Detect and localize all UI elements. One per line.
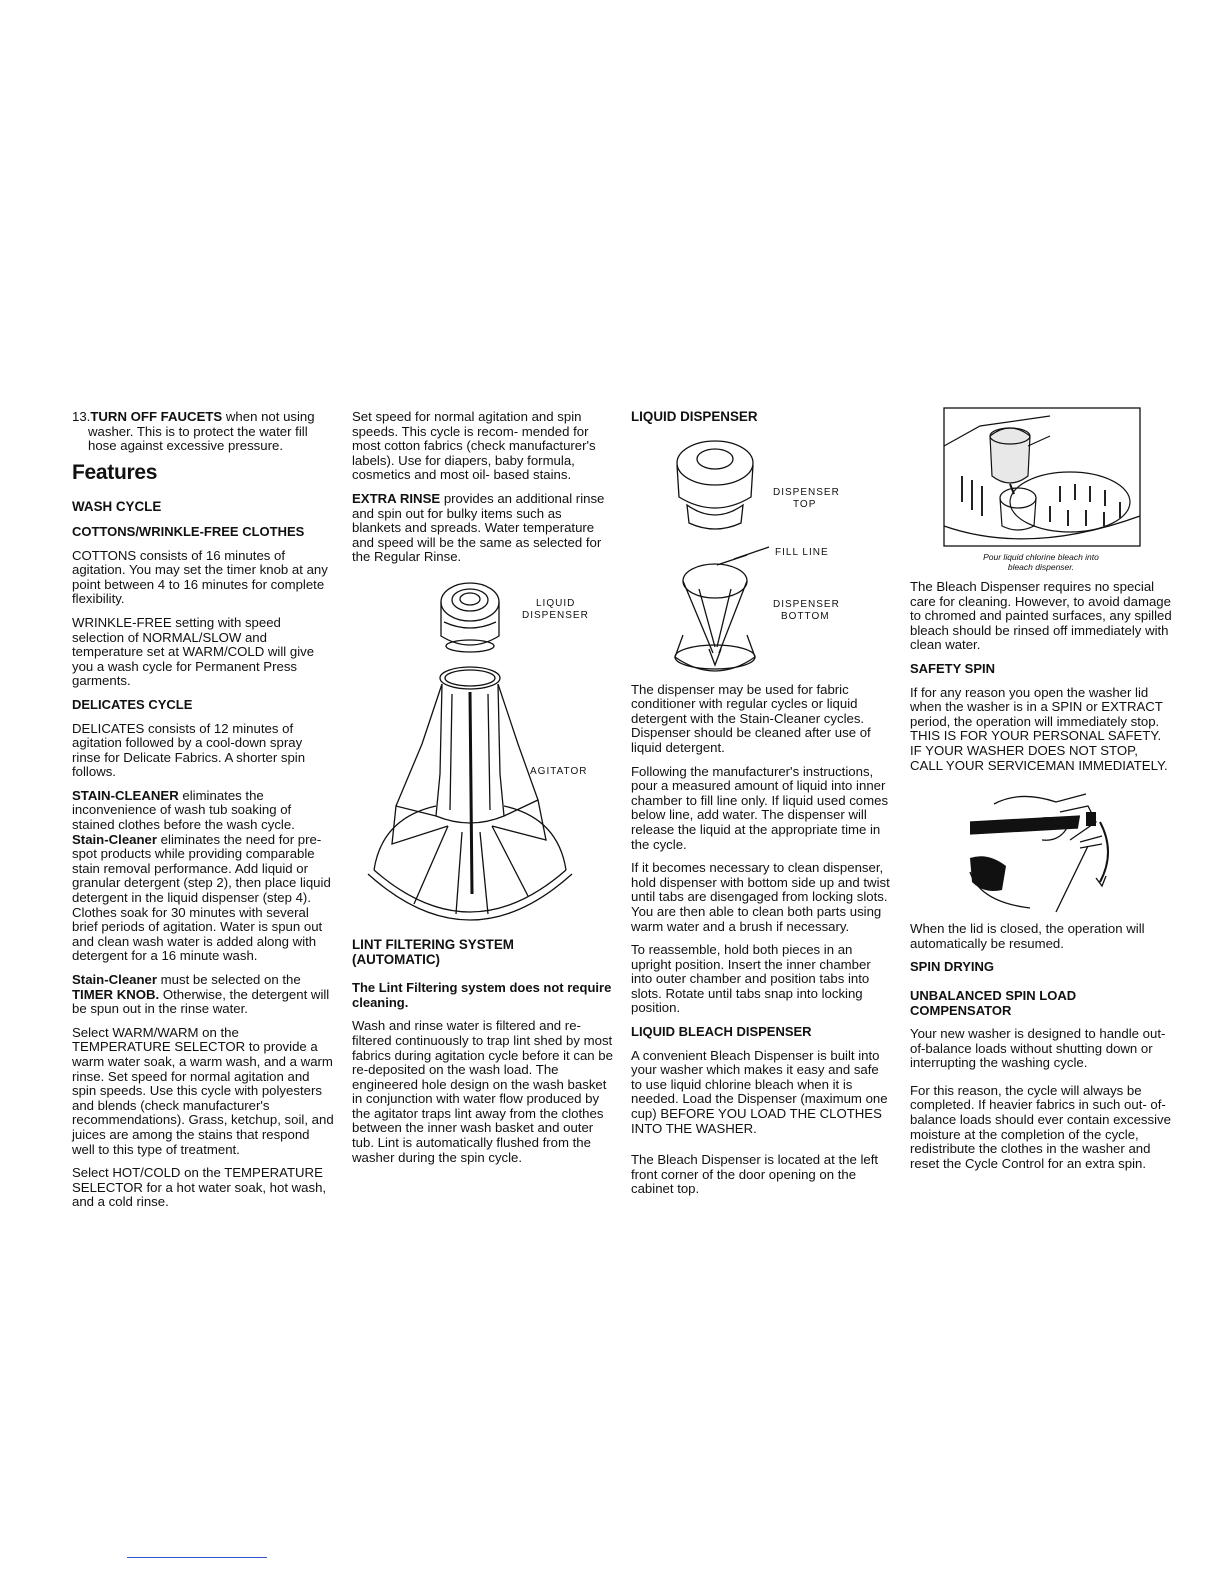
stain-cleaner-timer-paragraph <box>72 973 334 1017</box>
liquid-label: LIQUID <box>536 597 576 609</box>
bleach-paragraph-1: A convenient Bleach Dispenser is built into your washer which makes it easy and safe to use liquid chlorine bleach when it is needed. Load the Dispenser (maximum one cup) BEFORE YOU LOAD THE CLOTHES INTO THE WASHER. <box>631 1047 888 1136</box>
stain-cleaner-term-2: Stain-Cleaner <box>72 831 158 847</box>
liquid-dispenser-heading: LIQUID DISPENSER <box>631 409 758 424</box>
wash-cycle-heading: WASH CYCLE <box>72 499 162 515</box>
agitator-label: AGITATOR <box>530 765 588 777</box>
unbalanced-heading: UNBALANCED SPIN LOAD COMPENSATOR <box>910 987 1077 1018</box>
dispenser-top-label-2: TOP <box>793 498 817 510</box>
step-13-title: TURN OFF FAUCETS <box>90 409 223 424</box>
safety-spin-heading: SAFETY SPIN <box>910 660 996 676</box>
delicates-paragraph: DELICATES consists of 12 minutes of agitation followed by a cool-down spray rinse for Delicate Fabrics. A shorter spin follows. <box>72 720 306 780</box>
lint-heading-line-2: (AUTOMATIC) <box>352 951 441 967</box>
stain-cleaner-term: STAIN-CLEANER <box>72 787 179 803</box>
fill-line-label: FILL LINE <box>775 546 829 558</box>
unbalanced-paragraph-2: For this reason, the cycle will always be completed. If heavier fabrics in such out- of-balance loads should ever contain excessive moisture at the completion of the cycle, redistribute the clothes in the washer and reset the Cycle Control for an extra spin. <box>910 1082 1171 1171</box>
column-4 <box>910 406 1172 1180</box>
extra-rinse-text: provides an additional rinse and spin out for bulky items such as blankets and spreads. Water temperature and speed will be the same as selected for the Regular Rinse. <box>352 490 605 565</box>
dispenser-bottom-label-1: DISPENSER <box>773 598 840 610</box>
spin-drying-heading: SPIN DRYING <box>910 959 995 975</box>
lint-paragraph: Wash and rinse water is filtered and re- filtered continuously to trap lint shed by most fabrics during agitation cycle before it can be re-deposited on the wash load. The engineered hole design on the wash basket in conjunction with water flow produced by the agitator traps lint away from the clothes between the inner wash basket and outer tub. Lint is automatically flushed from the washer during the spin cycle. <box>352 1018 613 1165</box>
cottons-paragraph-2: WRINKLE-FREE setting with speed selection of NORMAL/SLOW and temperature set at WARM/COLD will give you a wash cycle for Permanent Press garments. <box>72 614 315 689</box>
liquid-dispenser-illustration <box>631 435 891 683</box>
bleach-pour-illustration <box>910 406 1172 552</box>
delicates-heading: DELICATES CYCLE <box>72 696 193 712</box>
step-13 <box>72 410 334 454</box>
stain-cleaner-paragraph <box>72 789 334 964</box>
dispenser-paragraph-4: To reassemble, hold both pieces in an upright position. Insert the inner chamber into outer chamber and position tabs into slots. Rotate until tabs snap into locking position. <box>631 942 871 1016</box>
stain-timer-text-2: Otherwise, the detergent will be spun out in the rinse water. <box>72 986 330 1017</box>
speed-paragraph: Set speed for normal agitation and spin speeds. This cycle is recom- mended for most cotton fabrics (check manufacturer's labels). Use for diapers, baby formula, cosmetics and most oil- based stains. <box>352 409 596 483</box>
safety-spin-paragraph: If for any reason you open the washer lid when the washer is in a SPIN or EXTRACT period, the operation will immediately stop. THIS IS FOR YOUR PERSONAL SAFETY. IF YOUR WASHER DOES NOT STOP, CALL YOUR SERVICEMAN IMMEDIATELY. <box>910 684 1168 773</box>
bottom-rule <box>127 1557 267 1558</box>
dispenser-bottom-label-2: BOTTOM <box>781 610 830 622</box>
bleach-caption <box>910 552 1172 572</box>
dispenser-paragraph-1: The dispenser may be used for fabric conditioner with regular cycles or liquid detergent with the Stain-Cleaner cycles. Dispenser should be cleaned after use of liquid detergent. <box>631 681 871 755</box>
column-1 <box>72 410 334 1219</box>
features-heading: Features <box>72 460 158 484</box>
dispenser-paragraph-3: If it becomes necessary to clean dispenser, hold dispenser with bottom side up and twist until tabs are disengaged from locking slots. You are then able to clean both parts using warm water and a brush if necessary. <box>631 860 890 934</box>
bleach-paragraph-2: The Bleach Dispenser is located at the left front corner of the door opening on the cabinet top. <box>631 1152 879 1197</box>
warm-warm-paragraph: Select WARM/WARM on the TEMPERATURE SELECTOR to provide a warm water soak, a warm wash, and a warm rinse. Set speed for normal agitation and spin speeds. Use this cycle with polyesters and blends (check manufacturer's recommendations). Grass, ketchup, soil, and juices are among the stains that respond well to this type of treatment. <box>72 1024 334 1157</box>
stain-timer-text: must be selected on the <box>157 972 301 987</box>
stain-cleaner-term-3: Stain-Cleaner <box>72 972 158 987</box>
column-3 <box>631 410 891 1206</box>
extra-rinse-paragraph <box>352 492 614 565</box>
dispenser-label: DISPENSER <box>522 609 589 621</box>
lid-closed-paragraph: When the lid is closed, the operation will automatically be resumed. <box>910 921 1145 951</box>
agitator-illustration <box>352 574 614 938</box>
lid-opening-illustration <box>910 782 1172 922</box>
lint-heading-line-1: LINT FILTERING SYSTEM <box>352 936 514 952</box>
step-number: 13. <box>72 409 91 424</box>
liquid-bleach-heading: LIQUID BLEACH DISPENSER <box>631 1024 812 1040</box>
timer-knob-term: TIMER KNOB. <box>72 986 160 1002</box>
cottons-heading: COTTONS/WRINKLE-FREE CLOTHES <box>72 523 305 539</box>
cottons-paragraph-1: COTTONS consists of 16 minutes of agitation. You may set the timer knob at any point between 4 to 16 minutes for complete flexibility. <box>72 547 328 607</box>
column-2 <box>352 410 614 1174</box>
lint-filtering-heading <box>352 938 614 967</box>
dispenser-top-label-1: DISPENSER <box>773 486 840 498</box>
dispenser-paragraph-2: Following the manufacturer's instructions, pour a measured amount of liquid into inner chamber to fill line only. If liquid used comes below line, add water. The dispenser will release the liquid at the appropriate time in the cycle. <box>631 763 889 852</box>
hot-cold-paragraph: Select HOT/COLD on the TEMPERATURE SELECTOR for a hot water soak, hot wash, and a cold rinse. <box>72 1165 327 1210</box>
extra-rinse-term: EXTRA RINSE <box>352 490 441 506</box>
caption-line-2: bleach dispenser. <box>1007 562 1075 572</box>
bleach-care-paragraph: The Bleach Dispenser requires no special care for cleaning. However, to avoid damage to chromed and painted surfaces, any spilled bleach should be rinsed off immediately with clean water. <box>910 579 1172 653</box>
stain-cleaner-text: eliminates the inconvenience of wash tub soaking of stained clothes before the wash cycle. <box>72 787 295 833</box>
lint-subheading: The Lint Filtering system does not require cleaning. <box>352 980 612 1010</box>
stain-cleaner-text-2: eliminates the need for pre-spot products while providing comparable stain removal performance. Add liquid or granular detergent (step 2), then place liquid detergent in the liquid dispenser (step 4). Clothes soak for 30 minutes with several brief periods of agitation. Water is spun out and clean wash water is added along with detergent for a 16 minute wash. <box>72 831 331 964</box>
caption-line-1: Pour liquid chlorine bleach into <box>983 552 1099 562</box>
unbalanced-paragraph-1: Your new washer is designed to handle out-of-balance loads without shutting down or interrupting the washing cycle. <box>910 1026 1166 1071</box>
step-13-text: when not using washer. This is to protect the water fill hose against excessive pressure. <box>88 409 315 454</box>
